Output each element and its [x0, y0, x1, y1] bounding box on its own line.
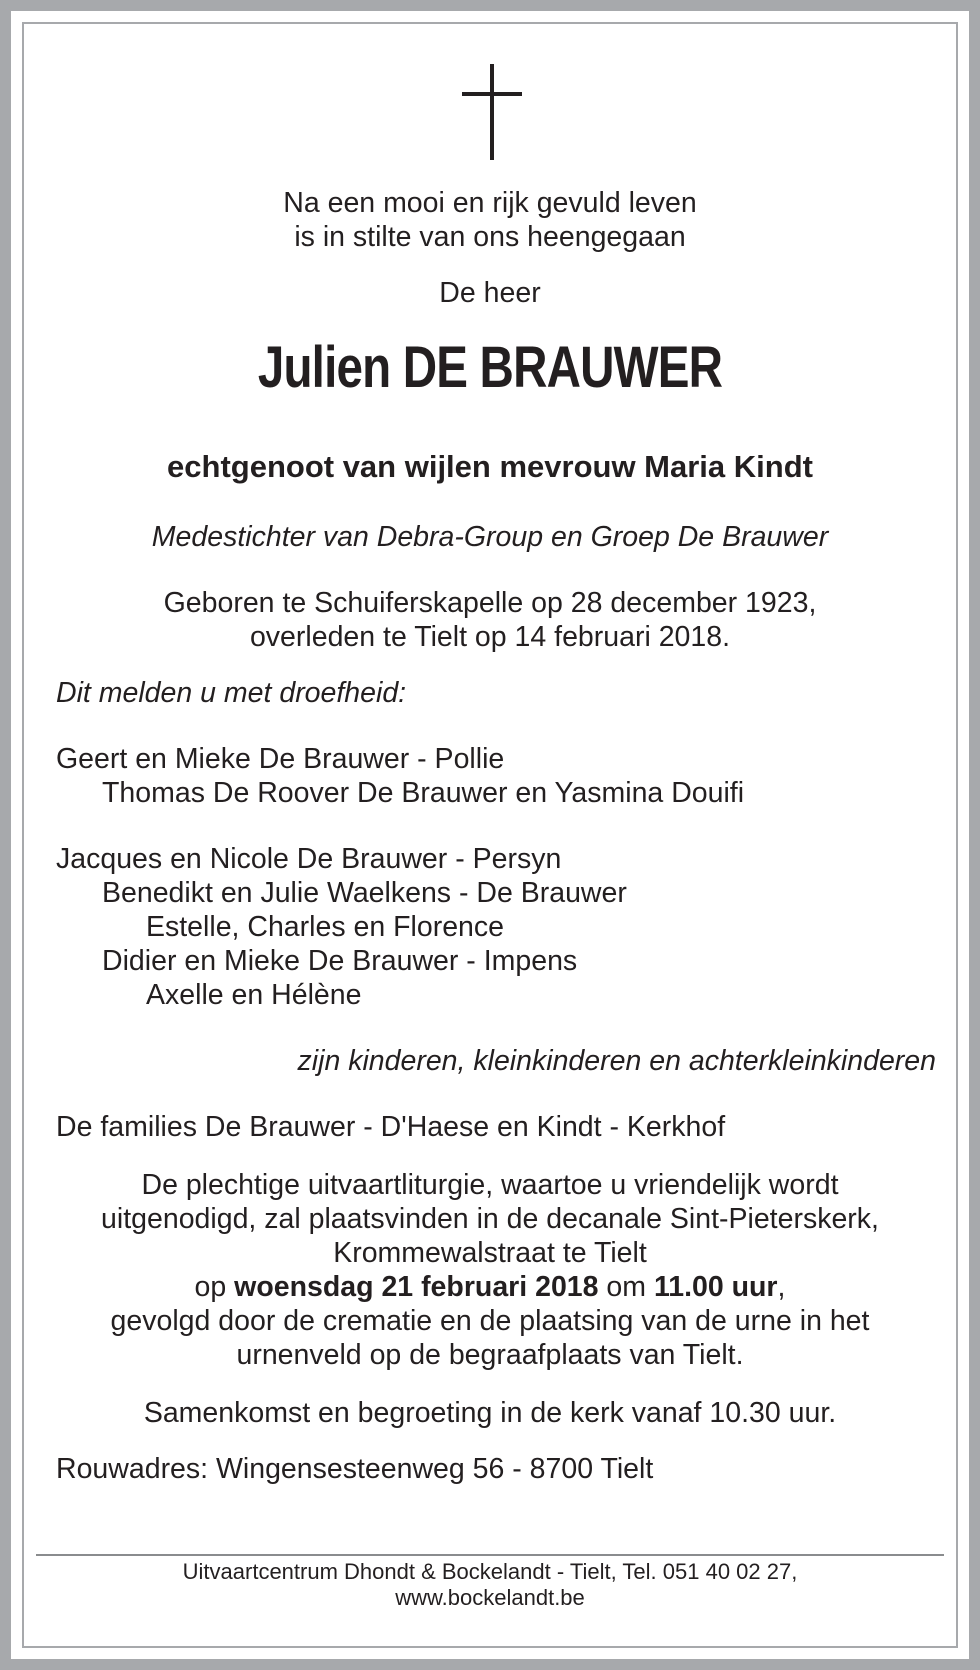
family-2-great-grandchildren-1: Estelle, Charles en Florence [146, 911, 505, 943]
died-line: overleden te Tielt op 14 februari 2018. [249, 621, 731, 653]
after-line-1: gevolgd door de crematie en de plaatsing van de urne in het [110, 1305, 870, 1337]
born-line: Geboren te Schuiferskapelle op 28 december 1923, [163, 587, 817, 619]
funeral-time: 11.00 uur [653, 1271, 778, 1303]
footer-divider [36, 1554, 944, 1556]
funeral-date: woensdag 21 februari 2018 [234, 1271, 599, 1303]
date-line [36, 1270, 944, 1304]
meeting-line: Samenkomst en begroeting in de kerk vanaf 10.30 uur. [143, 1397, 837, 1429]
liturgy-line-3: Krommewalstraat te Tielt [333, 1237, 647, 1269]
family-2-great-grandchildren-2: Axelle en Hélène [146, 979, 362, 1011]
date-suffix: , [777, 1271, 786, 1303]
footer-line-1: Uitvaartcentrum Dhondt & Bockelandt - Tielt, Tel. 051 40 02 27, [182, 1559, 798, 1584]
intro-line-1: Na een mooi en rijk gevuld leven [283, 187, 697, 219]
title: De heer [439, 277, 541, 309]
role-line: Medestichter van Debra-Group en Groep De Brauwer [151, 521, 829, 553]
cross-icon [462, 64, 522, 160]
family-1-child: Geert en Mieke De Brauwer - Pollie [56, 743, 505, 775]
date-mid: om [598, 1271, 654, 1303]
footer-website[interactable]: www.bockelandt.be [395, 1585, 585, 1610]
liturgy-line-1: De plechtige uitvaartliturgie, waartoe u vriendelijk wordt [141, 1169, 839, 1201]
announce-line: Dit melden u met droefheid: [56, 677, 407, 709]
liturgy-line-2: uitgenodigd, zal plaatsvinden in de decanale Sint-Pieterskerk, [101, 1203, 879, 1235]
family-2-grandchild-2: Didier en Mieke De Brauwer - Impens [102, 945, 578, 977]
deceased-name: Julien DE BRAUWER [257, 335, 723, 400]
family-1-grandchild: Thomas De Roover De Brauwer en Yasmina Douifi [102, 777, 745, 809]
family-2-child: Jacques en Nicole De Brauwer - Persyn [56, 843, 562, 875]
after-line-2: urnenveld op de begraafplaats van Tielt. [236, 1339, 744, 1371]
relation-line: zijn kinderen, kleinkinderen en achterkleinkinderen [297, 1045, 936, 1077]
intro-line-2: is in stilte van ons heengegaan [294, 221, 686, 253]
spouse-line: echtgenoot van wijlen mevrouw Maria Kindt [167, 449, 813, 484]
date-prefix: op [194, 1271, 235, 1303]
address-line: Rouwadres: Wingensesteenweg 56 - 8700 Tielt [56, 1453, 654, 1485]
families-line: De families De Brauwer - D'Haese en Kindt - Kerkhof [56, 1111, 726, 1143]
family-2-grandchild-1: Benedikt en Julie Waelkens - De Brauwer [102, 877, 627, 909]
